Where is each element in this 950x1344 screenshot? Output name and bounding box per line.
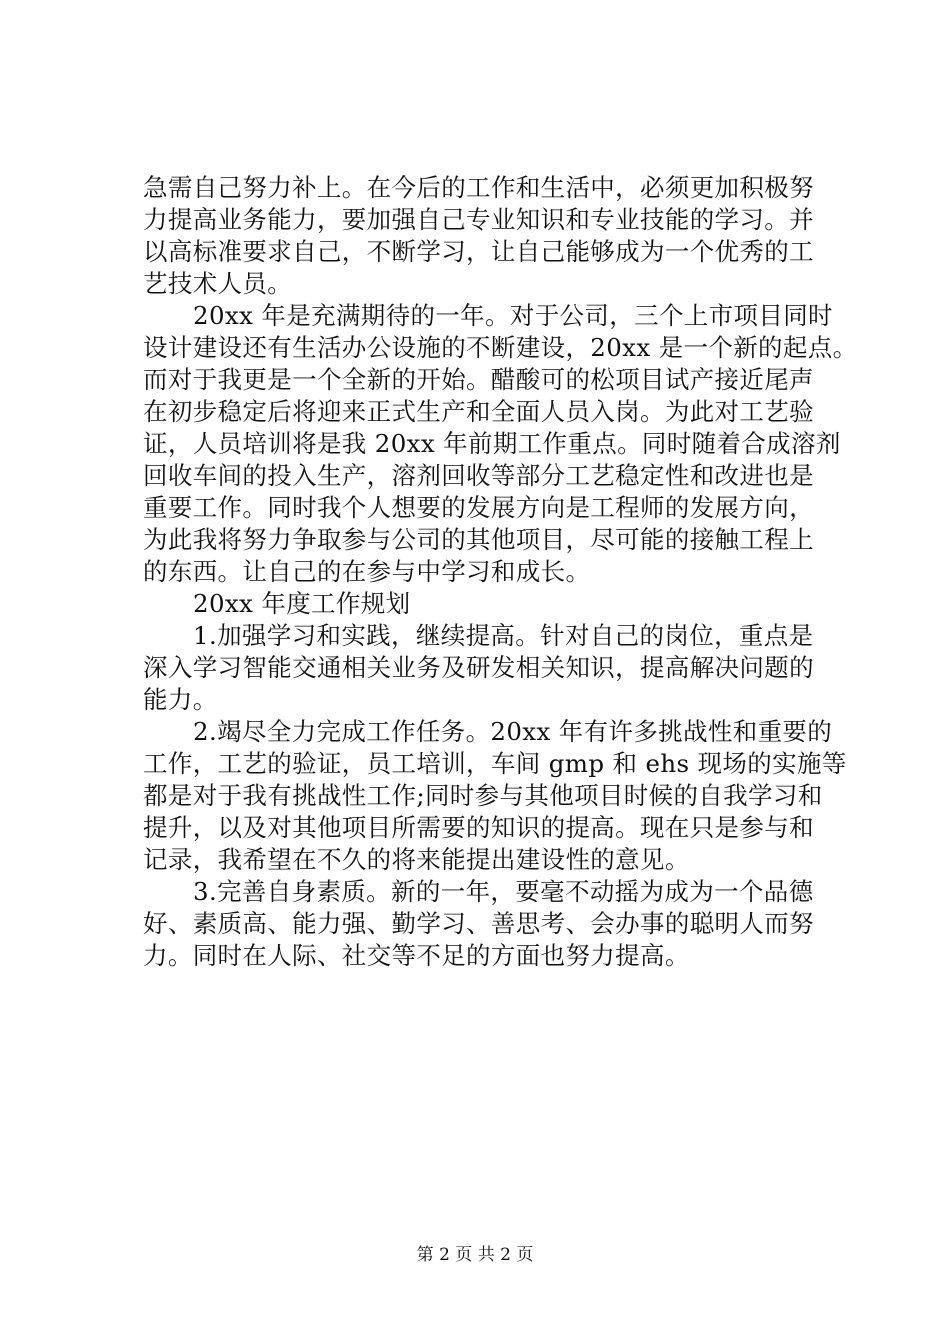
- text-line: 提升，以及对其他项目所需要的知识的提高。现在只是参与和: [143, 813, 814, 842]
- text-line: 力。同时在人际、社交等不足的方面也努力提高。: [143, 941, 690, 970]
- text-line: 急需自己努力补上。在今后的工作和生活中，必须更加积极努: [143, 173, 814, 202]
- list-item-start-line: 2.竭尽全力完成工作任务。20xx 年有许多挑战性和重要的: [193, 717, 833, 746]
- text-line: 工作，工艺的验证，员工培训，车间 gmp 和 ehs 现场的实施等: [143, 749, 847, 778]
- text-line: 回收车间的投入生产，溶剂回收等部分工艺稳定性和改进也是: [143, 461, 814, 490]
- text-line: 以高标准要求自己，不断学习，让自己能够成为一个优秀的工: [143, 237, 814, 266]
- section-heading: 20xx 年度工作规划: [193, 589, 411, 618]
- page-footer: 第 2 页 共 2 页: [416, 1245, 534, 1265]
- body-text: [143, 172, 858, 972]
- text-line: 能力。: [143, 685, 218, 714]
- text-line: 重要工作。同时我个人想要的发展方向是工程师的发展方向，: [143, 493, 814, 522]
- text-line: 艺技术人员。: [143, 269, 293, 298]
- text-line: 的东西。让自己的在参与中学习和成长。: [143, 557, 591, 586]
- list-item-start-line: 3.完善自身素质。新的一年，要毫不动摇为成为一个品德: [193, 877, 814, 906]
- text-line: 好、素质高、能力强、勤学习、善思考、会办事的聪明人而努: [143, 909, 814, 938]
- text-line: 为此我将努力争取参与公司的其他项目，尽可能的接触工程上: [143, 525, 814, 554]
- text-line: 记录，我希望在不久的将来能提出建设性的意见。: [143, 845, 690, 874]
- text-line: 力提高业务能力，要加强自己专业知识和专业技能的学习。并: [143, 205, 814, 234]
- text-line: 深入学习智能交通相关业务及研发相关知识，提高解决问题的: [143, 653, 814, 682]
- text-line: 而对于我更是一个全新的开始。醋酸可的松项目试产接近尾声: [143, 365, 814, 394]
- text-line: 都是对于我有挑战性工作;同时参与其他项目时候的自我学习和: [143, 781, 823, 810]
- text-line: 在初步稳定后将迎来正式生产和全面人员入岗。为此对工艺验: [143, 397, 814, 426]
- paragraph-start-line: 20xx 年是充满期待的一年。对于公司，三个上市项目同时: [193, 301, 833, 330]
- list-item-start-line: 1.加强学习和实践，继续提高。针对自己的岗位，重点是: [193, 621, 814, 650]
- text-line: 证，人员培训将是我 20xx 年前期工作重点。同时随着合成溶剂: [143, 429, 841, 458]
- text-line: 设计建设还有生活办公设施的不断建设，20xx 是一个新的起点。: [143, 333, 858, 362]
